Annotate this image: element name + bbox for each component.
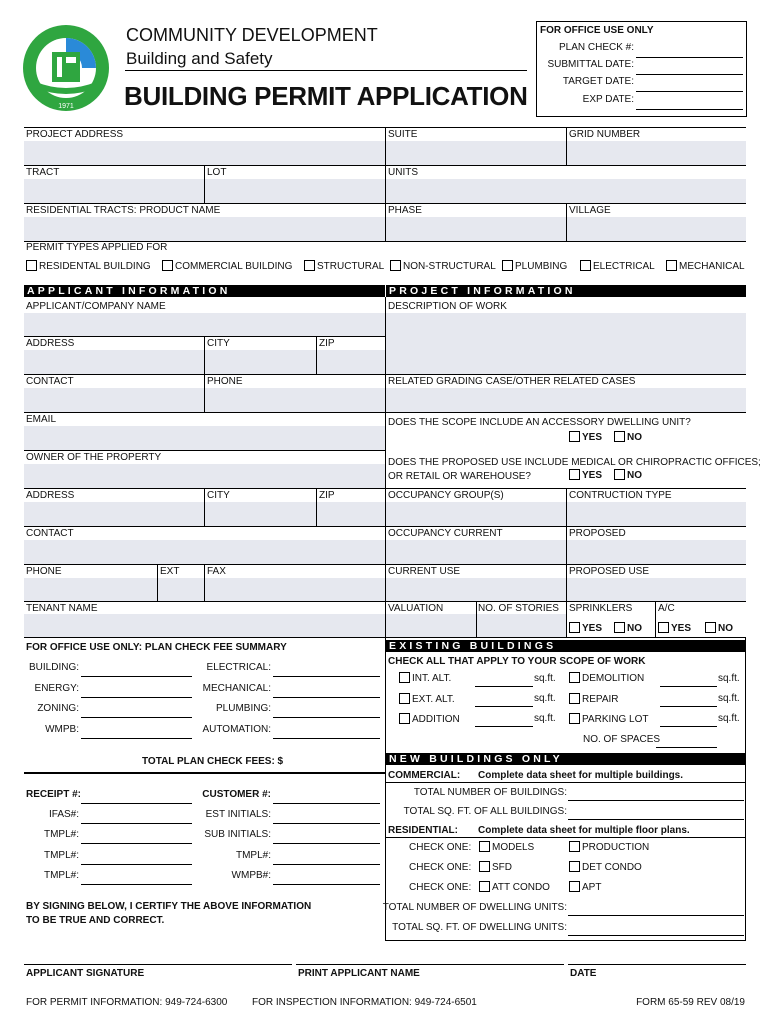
- residential-note: Complete data sheet for multiple floor plans.: [478, 825, 690, 836]
- grid-label: GRID NUMBER: [569, 129, 641, 140]
- owner-label: OWNER OF THE PROPERTY: [26, 452, 162, 463]
- tmpl-label-4: TMPL#:: [43, 870, 79, 881]
- fee-energy: ENERGY:: [34, 683, 79, 694]
- construction-type-field[interactable]: [567, 502, 746, 526]
- fee-summary-heading: FOR OFFICE USE ONLY: PLAN CHECK FEE SUMMARY: [26, 642, 287, 653]
- wmpb-number-label: WMPB#:: [231, 870, 271, 881]
- permit-non-structural[interactable]: NON-STRUCTURAL: [390, 260, 496, 273]
- proposed-use-label: PROPOSED USE: [569, 566, 650, 577]
- phase-label: PHASE: [388, 205, 422, 216]
- email-label: EMAIL: [26, 414, 57, 425]
- sprinklers-label: SPRINKLERS: [569, 603, 633, 614]
- existing-buildings-bar: EXISTING BUILDINGS: [386, 640, 746, 652]
- medical-question-1: DOES THE PROPOSED USE INCLUDE MEDICAL OR CHIROPRACTIC OFFICES;: [388, 457, 761, 468]
- fax-field[interactable]: [205, 578, 385, 601]
- signature-line[interactable]: [24, 964, 292, 965]
- tenant-field[interactable]: [24, 614, 385, 637]
- phase-field[interactable]: [386, 217, 566, 241]
- contact-label: CONTACT: [26, 376, 74, 387]
- fee-building: BUILDING:: [28, 662, 79, 673]
- repair-checkbox[interactable]: REPAIR: [569, 693, 619, 706]
- ext-label: EXT: [160, 566, 180, 577]
- email-field[interactable]: [24, 426, 385, 450]
- owner-field[interactable]: [24, 464, 385, 488]
- project-address-label: PROJECT ADDRESS: [26, 129, 124, 140]
- adu-no[interactable]: NO: [614, 431, 642, 444]
- new-buildings-bar: NEW BUILDINGS ONLY: [386, 753, 746, 765]
- medical-no[interactable]: NO: [614, 469, 642, 482]
- grid-number-field[interactable]: [567, 141, 746, 165]
- occupancy-proposed-field[interactable]: [567, 540, 746, 564]
- owner-phone-field[interactable]: [24, 578, 157, 601]
- target-label: TARGET DATE:: [562, 76, 634, 87]
- ac-label: A/C: [658, 603, 675, 614]
- check-one-label-1: CHECK ONE:: [409, 842, 472, 853]
- owner-city-field[interactable]: [205, 502, 316, 526]
- fee-zoning: ZONING:: [37, 703, 79, 714]
- total-unit-sqft-label: TOTAL SQ. FT. OF DWELLING UNITS:: [392, 922, 567, 933]
- proposed-label: PROPOSED: [569, 528, 626, 539]
- applicant-name-field[interactable]: [24, 313, 385, 336]
- proposed-use-field[interactable]: [567, 578, 746, 601]
- fax-label: FAX: [207, 566, 226, 577]
- construction-label: CONTRUCTION TYPE: [569, 490, 672, 501]
- current-use-field[interactable]: [386, 578, 566, 601]
- applicant-address-field[interactable]: [24, 350, 204, 374]
- lot-label: LOT: [207, 167, 227, 178]
- applicant-info-bar: APPLICANT INFORMATION: [24, 285, 385, 297]
- commercial-label: COMMERCIAL:: [388, 770, 461, 781]
- adu-question: DOES THE SCOPE INCLUDE AN ACCESSORY DWELLING UNIT?: [388, 417, 691, 428]
- signature-label: APPLICANT SIGNATURE: [26, 968, 145, 979]
- certify-line-1: BY SIGNING BELOW, I CERTIFY THE ABOVE INFORMATION: [26, 901, 312, 912]
- fee-electrical: ELECTRICAL:: [206, 662, 271, 673]
- occupancy-groups-field[interactable]: [386, 502, 566, 526]
- print-name-line[interactable]: [296, 964, 564, 965]
- ac-no[interactable]: NO: [705, 622, 733, 635]
- apt-checkbox[interactable]: APT: [569, 881, 601, 894]
- stories-field[interactable]: [477, 614, 566, 637]
- valuation-label: VALUATION: [388, 603, 444, 614]
- adu-yes[interactable]: YES: [569, 431, 602, 444]
- total-sqft-label: TOTAL SQ. FT. OF ALL BUILDINGS:: [403, 806, 567, 817]
- sqft-label-3: sq.ft.: [534, 713, 556, 724]
- owner-zip-field[interactable]: [317, 502, 385, 526]
- spaces-label: NO. OF SPACES: [583, 734, 661, 745]
- check-one-label-3: CHECK ONE:: [409, 882, 472, 893]
- sfd-checkbox[interactable]: SFD: [479, 861, 512, 874]
- ext-alt-checkbox[interactable]: EXT. ALT.: [399, 693, 455, 706]
- exp-label: EXP DATE:: [582, 94, 634, 105]
- permit-types-label: PERMIT TYPES APPLIED FOR: [26, 242, 168, 253]
- date-label: DATE: [570, 968, 597, 979]
- valuation-field[interactable]: [386, 614, 476, 637]
- permit-electrical[interactable]: ELECTRICAL: [580, 260, 655, 273]
- total-fees-label: TOTAL PLAN CHECK FEES: $: [142, 756, 284, 767]
- sqft-label-6: sq.ft.: [718, 713, 740, 724]
- tenant-label: TENANT NAME: [26, 603, 98, 614]
- description-label: DESCRIPTION OF WORK: [388, 301, 507, 312]
- sqft-label-2: sq.ft.: [534, 693, 556, 704]
- submittal-label: SUBMITTAL DATE:: [547, 59, 634, 70]
- lot-field[interactable]: [205, 179, 385, 203]
- tmpl-label-2: TMPL#:: [43, 850, 79, 861]
- owner-zip-label: ZIP: [319, 490, 335, 501]
- permit-plumbing[interactable]: PLUMBING: [502, 260, 567, 273]
- occupancy-current-label: OCCUPANCY CURRENT: [388, 528, 503, 539]
- office-heading: FOR OFFICE USE ONLY: [540, 25, 654, 36]
- page-title: BUILDING PERMIT APPLICATION: [124, 81, 528, 111]
- demolition-checkbox[interactable]: DEMOLITION: [569, 672, 644, 685]
- contact-field[interactable]: [24, 388, 204, 412]
- ifas-label: IFAS#:: [48, 809, 79, 820]
- owner-contact-label: CONTACT: [26, 528, 74, 539]
- zip-label: ZIP: [319, 338, 335, 349]
- permit-structural[interactable]: STRUCTURAL: [304, 260, 384, 273]
- est-initials-label: EST INITIALS:: [205, 809, 271, 820]
- fee-wmpb: WMPB:: [45, 724, 79, 735]
- medical-yes[interactable]: YES: [569, 469, 602, 482]
- owner-phone-label: PHONE: [26, 566, 62, 577]
- village-field[interactable]: [567, 217, 746, 241]
- int-alt-checkbox[interactable]: INT. ALT.: [399, 672, 451, 685]
- stories-label: NO. OF STORIES: [478, 603, 559, 614]
- logo-year: 1971: [58, 103, 74, 110]
- ext-field[interactable]: [158, 578, 204, 601]
- tmpl-label-1: TMPL#:: [43, 829, 79, 840]
- dept-name: COMMUNITY DEVELOPMENT: [126, 25, 378, 45]
- permit-mechanical[interactable]: MECHANICAL: [666, 260, 745, 273]
- project-info-bar: PROJECT INFORMATION: [386, 285, 746, 297]
- division-name: Building and Safety: [126, 49, 273, 68]
- city-label: CITY: [207, 338, 230, 349]
- sub-initials-label: SUB INITIALS:: [204, 829, 271, 840]
- existing-sub: CHECK ALL THAT APPLY TO YOUR SCOPE OF WORK: [388, 656, 646, 667]
- units-field[interactable]: [386, 179, 746, 203]
- applicant-zip-field[interactable]: [317, 350, 385, 374]
- parking-checkbox[interactable]: PARKING LOT: [569, 713, 649, 726]
- applicant-name-label: APPLICANT/COMPANY NAME: [26, 301, 166, 312]
- tract-label: TRACT: [26, 167, 60, 178]
- units-label: UNITS: [388, 167, 418, 178]
- occupancy-current-field[interactable]: [386, 540, 566, 564]
- owner-address-field[interactable]: [24, 502, 204, 526]
- product-name-field[interactable]: [24, 217, 385, 241]
- customer-label: CUSTOMER #:: [202, 789, 271, 800]
- applicant-city-field[interactable]: [205, 350, 316, 374]
- models-checkbox[interactable]: MODELS: [479, 841, 534, 854]
- receipt-label: RECEIPT #:: [26, 789, 82, 800]
- description-field[interactable]: [386, 313, 746, 374]
- tmpl-label-3: TMPL#:: [235, 850, 271, 861]
- total-units-label: TOTAL NUMBER OF DWELLING UNITS:: [382, 902, 567, 913]
- sqft-label-1: sq.ft.: [534, 673, 556, 684]
- att-condo-checkbox[interactable]: ATT CONDO: [479, 881, 550, 894]
- address-label: ADDRESS: [26, 338, 75, 349]
- addition-checkbox[interactable]: ADDITION: [399, 713, 460, 726]
- tract-field[interactable]: [24, 179, 204, 203]
- occupancy-groups-label: OCCUPANCY GROUP(S): [388, 490, 504, 501]
- current-use-label: CURRENT USE: [388, 566, 461, 577]
- date-line[interactable]: [568, 964, 746, 965]
- sqft-label-5: sq.ft.: [718, 693, 740, 704]
- phone-field[interactable]: [205, 388, 385, 412]
- certify-line-2: TO BE TRUE AND CORRECT.: [26, 915, 165, 926]
- sprinklers-yes[interactable]: YES: [569, 622, 602, 635]
- form-number: FORM 65-59 REV 08/19: [636, 997, 745, 1008]
- commercial-note: Complete data sheet for multiple buildings.: [478, 770, 684, 781]
- print-name-label: PRINT APPLICANT NAME: [298, 968, 420, 979]
- owner-city-label: CITY: [207, 490, 230, 501]
- suite-label: SUITE: [388, 129, 418, 140]
- project-address-field[interactable]: [24, 141, 385, 165]
- inspection-phone: FOR INSPECTION INFORMATION: 949-724-6501: [252, 997, 477, 1008]
- grading-label: RELATED GRADING CASE/OTHER RELATED CASES: [388, 376, 636, 387]
- sqft-label-4: sq.ft.: [718, 673, 740, 684]
- fee-mechanical: MECHANICAL:: [202, 683, 271, 694]
- det-condo-checkbox[interactable]: DET CONDO: [569, 861, 642, 874]
- check-one-label-2: CHECK ONE:: [409, 862, 472, 873]
- suite-field[interactable]: [386, 141, 566, 165]
- owner-address-label: ADDRESS: [26, 490, 75, 501]
- phone-label: PHONE: [207, 376, 243, 387]
- production-checkbox[interactable]: PRODUCTION: [569, 841, 649, 854]
- permit-phone: FOR PERMIT INFORMATION: 949-724-6300: [26, 997, 228, 1008]
- ac-yes[interactable]: YES: [658, 622, 691, 635]
- sprinklers-no[interactable]: NO: [614, 622, 642, 635]
- owner-contact-field[interactable]: [24, 540, 385, 564]
- medical-question-2: OR RETAIL OR WAREHOUSE?: [388, 471, 531, 482]
- res-tracts-label: RESIDENTIAL TRACTS: PRODUCT NAME: [26, 205, 221, 216]
- permit-commercial[interactable]: COMMERCIAL BUILDING: [162, 260, 292, 273]
- fee-plumbing: PLUMBING:: [215, 703, 271, 714]
- plan-check-label: PLAN CHECK #:: [558, 42, 634, 53]
- village-label: VILLAGE: [569, 205, 611, 216]
- total-buildings-label: TOTAL NUMBER OF BUILDINGS:: [413, 787, 567, 798]
- residential-label: RESIDENTIAL:: [388, 825, 458, 836]
- permit-residential[interactable]: RESIDENTAL BUILDING: [26, 260, 151, 273]
- grading-field[interactable]: [386, 388, 746, 412]
- city-of-irvine-logo: [22, 24, 110, 112]
- fee-automation: AUTOMATION:: [202, 724, 271, 735]
